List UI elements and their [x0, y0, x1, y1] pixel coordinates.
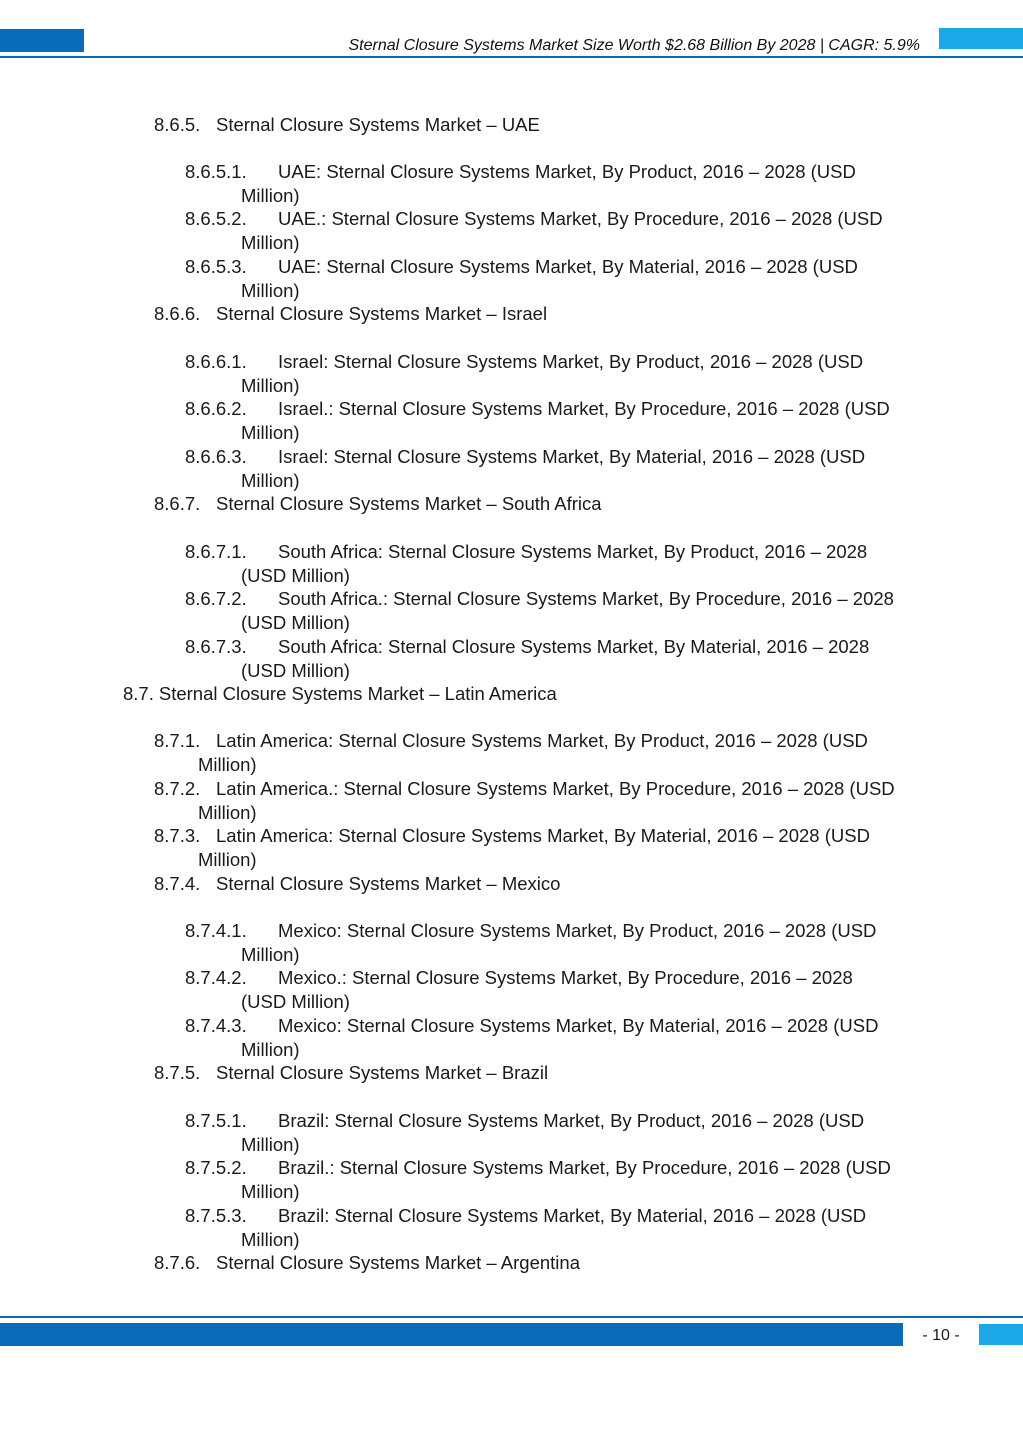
toc-entry-text: Mexico.: Sternal Closure Systems Market, By Procedure, 2016 – 2028 [278, 967, 853, 988]
toc-entry-text: UAE: Sternal Closure Systems Market, By Material, 2016 – 2028 (USD [278, 256, 858, 277]
toc-entry-number: 8.6.6.1. [185, 351, 247, 372]
toc-entry-text: Brazil: Sternal Closure Systems Market, By Product, 2016 – 2028 (USD [278, 1110, 865, 1131]
toc-entry[interactable] [154, 729, 868, 776]
toc-entry[interactable] [185, 966, 853, 1013]
toc-entry[interactable] [154, 492, 602, 516]
toc-entry-text: Mexico: Sternal Closure Systems Market, By Material, 2016 – 2028 (USD [278, 1015, 879, 1036]
toc-entry-text: UAE.: Sternal Closure Systems Market, By Procedure, 2016 – 2028 (USD [278, 208, 883, 229]
toc-entry-text: Israel: Sternal Closure Systems Market, By Product, 2016 – 2028 (USD [278, 351, 864, 372]
toc-entry-continuation: Million) [198, 753, 257, 775]
toc-entry-number: 8.6.5. [154, 114, 201, 135]
toc-entry-number: 8.6.6. [154, 303, 201, 324]
toc-entry[interactable] [185, 207, 883, 254]
toc-entry-continuation: Million) [241, 231, 300, 253]
toc-entry-continuation: (USD Million) [241, 564, 350, 586]
toc-entry-text: Israel: Sternal Closure Systems Market, By Material, 2016 – 2028 (USD [278, 446, 866, 467]
toc-entry-continuation: Million) [241, 943, 300, 965]
toc-entry-text: Latin America: Sternal Closure Systems Market, By Product, 2016 – 2028 (USD [216, 730, 868, 751]
toc-entry-number: 8.7.1. [154, 730, 201, 751]
footer-accent-bar [0, 1323, 903, 1346]
toc-entry-continuation: Million) [241, 421, 300, 443]
toc-entry-number: 8.7.4. [154, 873, 201, 894]
header-accent-block-right [939, 28, 1023, 49]
toc-entry-text: UAE: Sternal Closure Systems Market, By Product, 2016 – 2028 (USD [278, 161, 856, 182]
toc-entry[interactable] [154, 872, 560, 896]
toc-entry[interactable] [154, 302, 547, 326]
toc-entry-text: Brazil.: Sternal Closure Systems Market, By Procedure, 2016 – 2028 (USD [278, 1157, 891, 1178]
toc-entry[interactable] [185, 445, 865, 492]
header-rule [0, 56, 1023, 58]
toc-entry-text: Sternal Closure Systems Market – Latin America [158, 683, 557, 704]
toc-entry-continuation: Million) [241, 1133, 300, 1155]
toc-entry-text: South Africa: Sternal Closure Systems Market, By Product, 2016 – 2028 [278, 541, 868, 562]
toc-entry-number: 8.7.3. [154, 825, 201, 846]
toc-entry-number: 8.7.6. [154, 1252, 201, 1273]
toc-entry-text: Sternal Closure Systems Market – Israel [216, 303, 548, 324]
toc-entry-text: Sternal Closure Systems Market – Mexico [216, 873, 561, 894]
toc-entry[interactable] [185, 397, 890, 444]
toc-entry[interactable] [185, 919, 876, 966]
toc-entry[interactable] [185, 1204, 866, 1251]
toc-entry[interactable] [185, 1014, 878, 1061]
toc-entry[interactable] [185, 1109, 864, 1156]
toc-entry-number: 8.6.6.2. [185, 398, 247, 419]
toc-entry-text: Brazil: Sternal Closure Systems Market, By Material, 2016 – 2028 (USD [278, 1205, 867, 1226]
header-accent-block-left [0, 29, 84, 52]
toc-entry[interactable] [154, 1061, 548, 1085]
toc-entry-number: 8.6.5.2. [185, 208, 247, 229]
toc-entry-continuation: Million) [198, 848, 257, 870]
toc-entry-number: 8.7.5.1. [185, 1110, 247, 1131]
toc-entry-text: Mexico: Sternal Closure Systems Market, By Product, 2016 – 2028 (USD [278, 920, 877, 941]
toc-entry-text: Latin America: Sternal Closure Systems Market, By Material, 2016 – 2028 (USD [216, 825, 870, 846]
toc-entry-number: 8.7.2. [154, 778, 201, 799]
toc-entry-text: Israel.: Sternal Closure Systems Market, By Procedure, 2016 – 2028 (USD [278, 398, 890, 419]
toc-entry[interactable] [154, 113, 540, 137]
footer-accent-block-right [979, 1324, 1023, 1345]
toc-entry-continuation: Million) [241, 469, 300, 491]
toc-entry-number: 8.7.5.3. [185, 1205, 247, 1226]
toc-entry[interactable] [154, 1251, 580, 1275]
toc-entry[interactable] [154, 824, 870, 871]
toc-entry-number: 8.6.5.1. [185, 161, 247, 182]
toc-entry-continuation: Million) [241, 1228, 300, 1250]
toc-entry-number: 8.6.6.3. [185, 446, 247, 467]
toc-entry-number: 8.6.7.1. [185, 541, 247, 562]
footer-rule [0, 1316, 1023, 1318]
toc-entry[interactable] [185, 635, 869, 682]
toc-entry-continuation: (USD Million) [241, 990, 350, 1012]
toc-entry-number: 8.7. [123, 683, 154, 704]
toc-entry-text: Latin America.: Sternal Closure Systems Market, By Procedure, 2016 – 2028 (USD [216, 778, 895, 799]
toc-entry-number: 8.6.7.3. [185, 636, 247, 657]
toc-entry-number: 8.7.5. [154, 1062, 201, 1083]
toc-entry-text: Sternal Closure Systems Market – UAE [216, 114, 540, 135]
toc-entry-number: 8.6.7.2. [185, 588, 247, 609]
page-number: - 10 - [922, 1327, 960, 1344]
toc-entry-text: South Africa: Sternal Closure Systems Market, By Material, 2016 – 2028 [278, 636, 870, 657]
toc-entry[interactable] [185, 350, 863, 397]
toc-entry-continuation: Million) [198, 801, 257, 823]
toc-entry[interactable] [154, 777, 895, 824]
toc-entry-number: 8.6.5.3. [185, 256, 247, 277]
toc-entry-continuation: Million) [241, 1038, 300, 1060]
toc-entry[interactable] [185, 160, 856, 207]
toc-entry-continuation: Million) [241, 374, 300, 396]
toc-entry-number: 8.6.7. [154, 493, 201, 514]
toc-entry[interactable] [185, 540, 867, 587]
toc-entry-text: Sternal Closure Systems Market – Brazil [216, 1062, 549, 1083]
header-title: Sternal Closure Systems Market Size Worth $2.68 Billion By 2028 | CAGR: 5.9% [348, 37, 920, 54]
toc-entry[interactable] [185, 255, 858, 302]
toc-entry[interactable] [185, 587, 894, 634]
toc-entry-number: 8.7.4.2. [185, 967, 247, 988]
toc-entry-continuation: Million) [241, 1180, 300, 1202]
toc-entry-continuation: (USD Million) [241, 611, 350, 633]
toc-entry-continuation: Million) [241, 279, 300, 301]
toc-entry[interactable] [185, 1156, 891, 1203]
toc-entry-text: Sternal Closure Systems Market – South Africa [216, 493, 602, 514]
toc-entry-number: 8.7.4.3. [185, 1015, 247, 1036]
toc-entry-text: South Africa.: Sternal Closure Systems Market, By Procedure, 2016 – 2028 [278, 588, 894, 609]
toc-entry-number: 8.7.4.1. [185, 920, 247, 941]
toc-entry-continuation: Million) [241, 184, 300, 206]
toc-entry-continuation: (USD Million) [241, 659, 350, 681]
toc-entry[interactable] [123, 682, 557, 706]
toc-entry-number: 8.7.5.2. [185, 1157, 247, 1178]
toc-entry-text: Sternal Closure Systems Market – Argentina [216, 1252, 580, 1273]
